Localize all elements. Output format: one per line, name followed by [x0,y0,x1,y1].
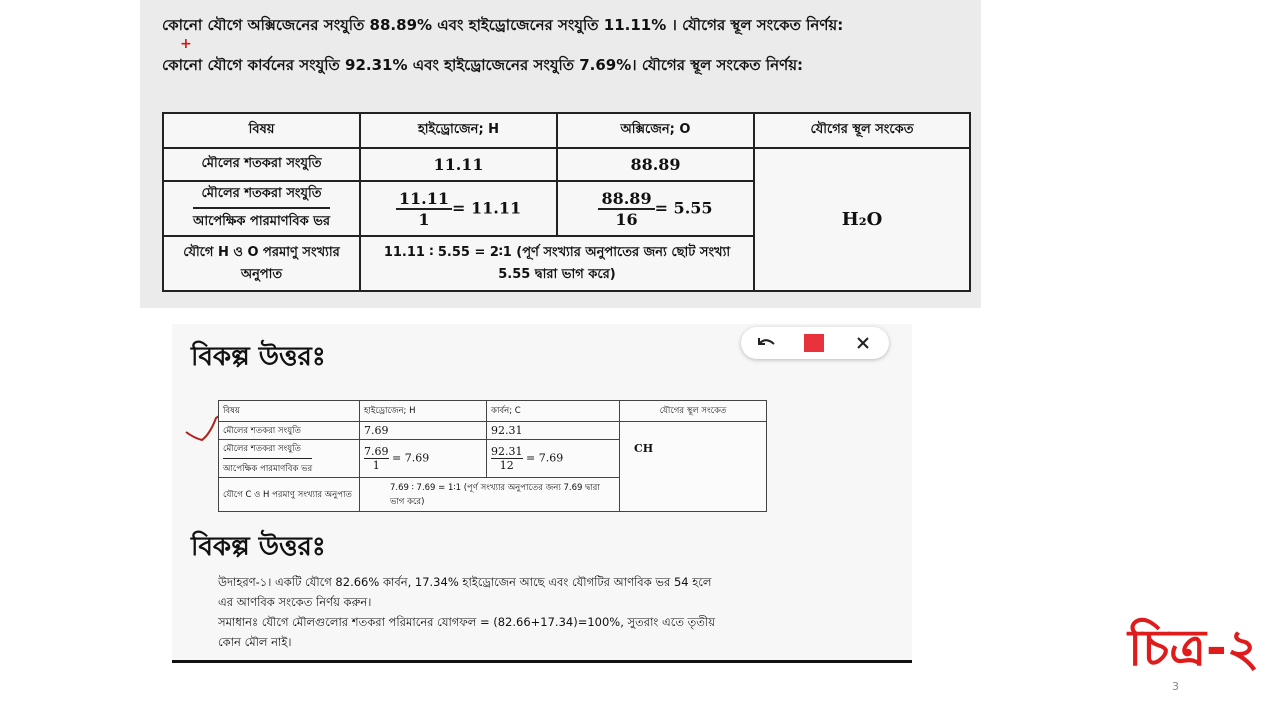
fraction-denominator: 1 [418,209,430,229]
table-cell [360,181,557,236]
close-button[interactable] [847,327,879,359]
fraction-numerator: 11.11 [396,189,452,210]
example-line-2: এর আণবিক সংকেত নির্ণয় করুন। [218,595,372,609]
example-line-4: কোন মৌল নাই। [218,635,292,649]
fraction-result: = 11.11 [452,198,522,217]
fraction-numerator: 7.69 [364,445,389,458]
fraction-denominator: আপেক্ষিক পারমাণবিক ভর [192,214,331,229]
row-label: মৌলের শতকরা সংযুতি [163,148,360,181]
table-header: যৌগের স্থূল সংকেত [620,401,767,422]
fraction-numerator: 92.31 [491,445,523,458]
table-header: যৌগের স্থূল সংকেত [754,113,970,148]
table-cell [360,440,487,478]
ratio-cell: 11.11 ∶ 5.55 = 2∶1 (পূর্ণ সংখ্যার অনুপাতের জন্য ছোট সংখ্যা 5.55 দ্বারা ভাগ করে) [360,236,754,291]
example-line-1: উদাহরণ-১। একটি যৌগে 82.66% কার্বন, 17.34% হাইড্রোজেন আছে এবং যৌগটির আণবিক ভর 54 হলে [218,575,712,589]
undo-button[interactable] [751,327,783,359]
example-line-3: সমাধানঃ যৌগে মৌলগুলোর শতকরা পরিমানের যোগফল = (82.66+17.34)=100%, সুতরাং এতে তৃতীয় [218,615,715,629]
formula-cell: CH [620,422,767,512]
table-header: অক্সিজেন; O [557,113,754,148]
alternative-answer-image [172,324,912,663]
annotation-toolbar [741,327,889,359]
fraction-result: = 7.69 [392,451,430,465]
figure-label: চিত্র-২ [1128,619,1260,677]
fraction-denominator: আপেক্ষিক পারমাণবিক ভর [223,463,313,474]
fraction-denominator: 12 [499,459,514,472]
fraction-numerator: মৌলের শতকরা সংযুতি [193,184,330,209]
fraction-numerator: 88.89 [598,189,654,210]
table-cell: 11.11 [360,148,557,181]
row-label: মৌলের শতকরা সংযুতি [219,422,360,440]
formula-cell: H₂O [754,148,970,291]
table-cell [557,181,754,236]
table-header: কার্বন; C [487,401,620,422]
fraction-result: = 5.55 [654,198,713,217]
solution-table-ch [218,400,767,512]
undo-icon [756,335,778,351]
ratio-cell: 7.69 ∶ 7.69 = 1∶1 (পূর্ণ সংখ্যার অনুপাতের জন্য 7.69 দ্বারা ভাগ করে) [360,478,620,512]
table-header: হাইড্রোজেন; H [360,401,487,422]
fraction-result: = 7.69 [526,451,564,465]
row-label: যৌগে C ও H পরমাণু সংখ্যার অনুপাত [219,478,360,512]
solution-table-h2o [162,112,971,292]
color-swatch-icon [804,334,824,352]
table-cell: 88.89 [557,148,754,181]
row-label: যৌগে H ও O পরমাণু সংখ্যার অনুপাত [163,236,360,291]
alt-answer-heading: বিকল্প উত্তরঃ [191,342,326,372]
scanned-solution-image [140,0,981,308]
table-cell: 92.31 [487,422,620,440]
close-icon [856,336,870,350]
table-header: বিষয় [219,401,360,422]
row-label-fraction [163,181,360,236]
row-label-fraction [219,440,360,478]
fraction-denominator: 16 [615,209,638,229]
table-cell [487,440,620,478]
alt-answer-heading-2: বিকল্প উত্তরঃ [191,532,326,562]
problem-line-1: কোনো যৌগে অক্সিজেনের সংযুতি 88.89% এবং হাইড্রোজেনের সংযুতি 11.11% । যৌগের স্থূল সংকেত নির্ণয়: [162,16,844,34]
page-number: 3 [1172,680,1179,693]
table-header: হাইড্রোজেন; H [360,113,557,148]
fraction-numerator: মৌলের শতকরা সংযুতি [223,442,312,459]
fraction-denominator: 1 [372,459,380,472]
problem-line-2: কোনো যৌগে কার্বনের সংযুতি 92.31% এবং হাইড্রোজেনের সংযুতি 7.69%। যৌগের স্থূল সংকেত নির্ণয়: [162,56,804,74]
pen-color-button[interactable] [798,327,830,359]
table-header: বিষয় [163,113,360,148]
table-cell: 7.69 [360,422,487,440]
annotation-plus-mark: + [180,36,192,52]
